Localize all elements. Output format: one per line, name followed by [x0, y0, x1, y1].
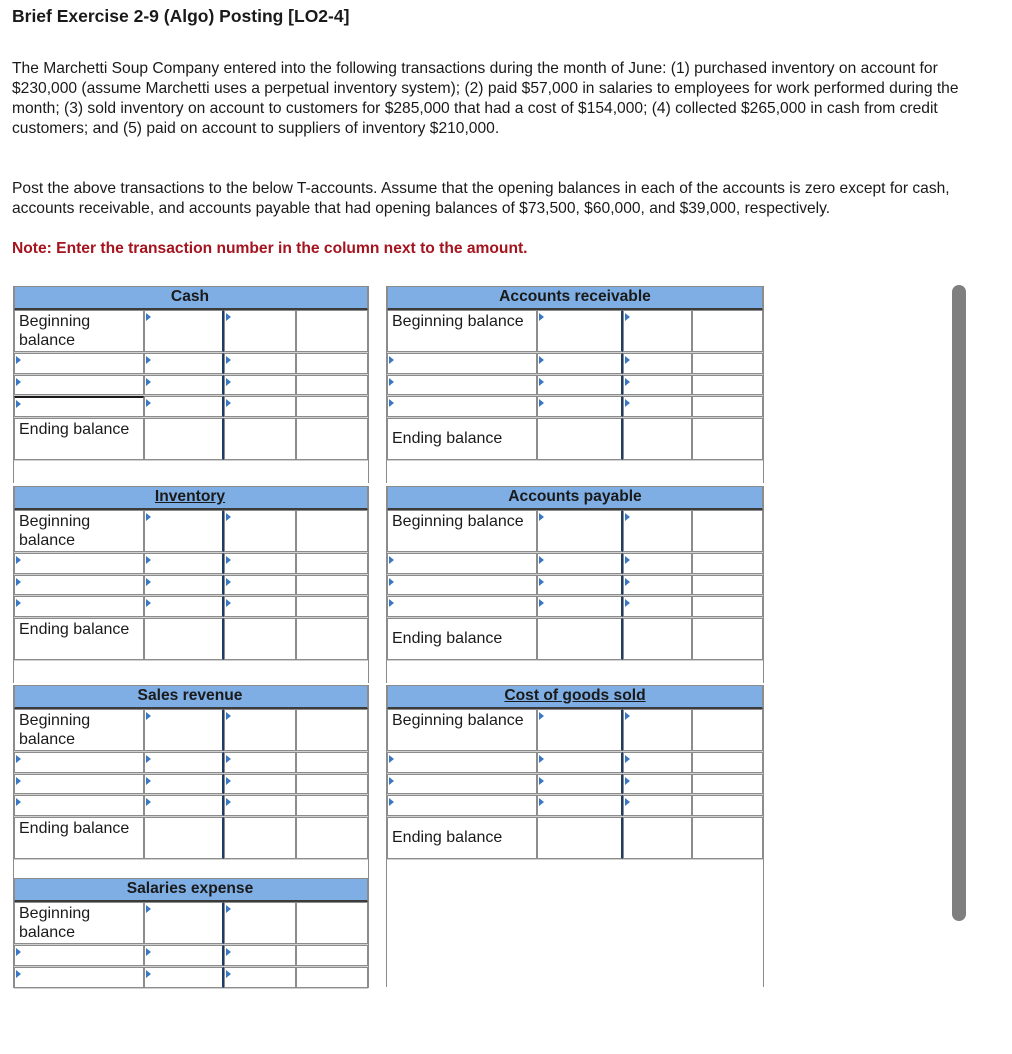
- credit-ref-input[interactable]: [623, 774, 692, 794]
- credit-ref-input[interactable]: [224, 510, 296, 552]
- t-account-cost-of-goods-sold: [386, 685, 764, 987]
- debit-amount-input[interactable]: [537, 709, 623, 751]
- debit-amount-input[interactable]: [144, 353, 224, 374]
- debit-amount-input[interactable]: [144, 967, 224, 988]
- credit-amount-input[interactable]: [296, 709, 368, 751]
- vertical-scrollbar[interactable]: [952, 285, 966, 921]
- account-title: Salaries expense: [14, 878, 368, 902]
- debit-ref-input[interactable]: [387, 353, 537, 374]
- ending-credit-input[interactable]: [692, 418, 763, 460]
- debit-ref-input[interactable]: [14, 795, 144, 816]
- ending-credit-input[interactable]: [296, 418, 368, 460]
- credit-ref-input[interactable]: [224, 375, 296, 395]
- t-account-sales-revenue: [13, 685, 369, 878]
- credit-ref-input[interactable]: [623, 310, 692, 352]
- beginning-balance-label: Beginning balance: [387, 510, 537, 552]
- debit-ref-input[interactable]: [14, 353, 144, 374]
- t-account-accounts-receivable: [386, 286, 764, 483]
- credit-ref-input[interactable]: [623, 375, 692, 395]
- debit-ref-input[interactable]: [14, 553, 144, 574]
- debit-amount-input[interactable]: [144, 553, 224, 574]
- debit-ref-input[interactable]: [387, 774, 537, 794]
- debit-ref-input[interactable]: [14, 967, 144, 988]
- ending-credit-input[interactable]: [692, 618, 763, 660]
- debit-amount-input[interactable]: [537, 752, 623, 773]
- debit-ref-input[interactable]: [14, 774, 144, 794]
- debit-ref-input[interactable]: [387, 752, 537, 773]
- debit-amount-input[interactable]: [537, 375, 623, 395]
- account-title: Cost of goods sold: [387, 685, 763, 709]
- account-title: Accounts receivable: [387, 286, 763, 310]
- ending-debit-input[interactable]: [537, 418, 623, 460]
- credit-amount-input[interactable]: [692, 510, 763, 552]
- ending-balance-label: Ending balance: [387, 618, 537, 660]
- account-title: Inventory: [14, 486, 368, 510]
- ending-debit-input[interactable]: [144, 618, 224, 660]
- credit-amount-input[interactable]: [296, 310, 368, 352]
- credit-ref-input[interactable]: [623, 553, 692, 574]
- credit-ref-input[interactable]: [224, 945, 296, 966]
- ending-balance-label: Ending balance: [387, 418, 537, 460]
- beginning-balance-label: Beginning balance: [14, 902, 144, 944]
- debit-amount-input[interactable]: [144, 752, 224, 773]
- debit-amount-input[interactable]: [144, 596, 224, 617]
- ending-credit-input[interactable]: [692, 817, 763, 859]
- ending-debit-input[interactable]: [144, 817, 224, 859]
- instructions-text: Post the above transactions to the below T-accounts. Assume that the opening balances in each of the accounts is zero except for cash, accounts receivable, and accounts payable that had opening balances of $73,500, $60,000, and $39,000, respectively.: [12, 180, 950, 217]
- credit-amount-input[interactable]: [296, 575, 368, 595]
- credit-amount-input[interactable]: [296, 967, 368, 988]
- debit-ref-input[interactable]: [387, 795, 537, 816]
- credit-amount-input[interactable]: [692, 774, 763, 794]
- debit-amount-input[interactable]: [537, 774, 623, 794]
- credit-ref-input[interactable]: [623, 510, 692, 552]
- debit-ref-input[interactable]: [387, 596, 537, 617]
- credit-ref-input[interactable]: [224, 310, 296, 352]
- credit-ref-input[interactable]: [623, 575, 692, 595]
- credit-amount-input[interactable]: [296, 553, 368, 574]
- credit-ref-input[interactable]: [224, 967, 296, 988]
- debit-ref-input[interactable]: [387, 375, 537, 395]
- account-title: Cash: [14, 286, 368, 310]
- ending-balance-label: Ending balance: [14, 618, 144, 660]
- beginning-balance-label: Beginning balance: [14, 510, 144, 552]
- debit-ref-input[interactable]: [14, 752, 144, 773]
- credit-ref-input[interactable]: [224, 575, 296, 595]
- credit-amount-input[interactable]: [296, 945, 368, 966]
- credit-amount-input[interactable]: [296, 375, 368, 395]
- credit-amount-input[interactable]: [296, 396, 368, 417]
- credit-ref-input[interactable]: [623, 596, 692, 617]
- credit-amount-input[interactable]: [692, 596, 763, 617]
- ending-debit-input[interactable]: [537, 618, 623, 660]
- ending-ref-input[interactable]: [623, 817, 692, 859]
- t-account-salaries-expense: [13, 878, 369, 988]
- debit-ref-input[interactable]: [14, 596, 144, 617]
- ending-credit-input[interactable]: [296, 618, 368, 660]
- credit-amount-input[interactable]: [692, 575, 763, 595]
- debit-ref-input[interactable]: [387, 575, 537, 595]
- credit-amount-input[interactable]: [296, 752, 368, 773]
- credit-amount-input[interactable]: [296, 774, 368, 794]
- credit-ref-input[interactable]: [224, 902, 296, 944]
- debit-amount-input[interactable]: [537, 553, 623, 574]
- credit-amount-input[interactable]: [296, 596, 368, 617]
- credit-amount-input[interactable]: [692, 396, 763, 417]
- credit-ref-input[interactable]: [224, 795, 296, 816]
- credit-ref-input[interactable]: [623, 396, 692, 417]
- ending-ref-input[interactable]: [623, 618, 692, 660]
- credit-amount-input[interactable]: [692, 752, 763, 773]
- problem-text: The Marchetti Soup Company entered into the following transactions during the month of June: (1) purchased inventory on account for $230,000 (assume Marchetti uses a perpetual inventory system); (2) paid $57,000 in salaries to employees for work performed during the month; (3) sold inventory on account to customers for $285,000 that had a cost of $154,000; (4) collected $265,000 in cash from credit customers; and (5) paid on account to suppliers of inventory $210,000.: [12, 60, 959, 137]
- ending-ref-input[interactable]: [224, 418, 296, 460]
- debit-amount-input[interactable]: [537, 396, 623, 417]
- ending-ref-input[interactable]: [224, 817, 296, 859]
- debit-ref-input[interactable]: [14, 575, 144, 595]
- debit-amount-input[interactable]: [537, 310, 623, 352]
- credit-ref-input[interactable]: [623, 752, 692, 773]
- beginning-balance-label: Beginning balance: [387, 709, 537, 751]
- debit-ref-input[interactable]: [14, 945, 144, 966]
- debit-ref-input[interactable]: [387, 396, 537, 417]
- credit-ref-input[interactable]: [224, 752, 296, 773]
- credit-ref-input[interactable]: [224, 596, 296, 617]
- debit-amount-input[interactable]: [144, 774, 224, 794]
- credit-amount-input[interactable]: [692, 795, 763, 816]
- ending-ref-input[interactable]: [623, 418, 692, 460]
- debit-amount-input[interactable]: [144, 310, 224, 352]
- debit-amount-input[interactable]: [537, 353, 623, 374]
- debit-ref-input[interactable]: [14, 375, 144, 395]
- debit-amount-input[interactable]: [144, 795, 224, 816]
- beginning-balance-label: Beginning balance: [14, 709, 144, 751]
- t-account-accounts-payable: [386, 486, 764, 683]
- debit-amount-input[interactable]: [144, 575, 224, 595]
- ending-balance-label: Ending balance: [387, 817, 537, 859]
- credit-amount-input[interactable]: [692, 310, 763, 352]
- debit-amount-input[interactable]: [537, 510, 623, 552]
- debit-amount-input[interactable]: [537, 575, 623, 595]
- t-account-cash: [13, 286, 369, 483]
- page-title: Brief Exercise 2-9 (Algo) Posting [LO2-4]: [12, 6, 350, 26]
- debit-amount-input[interactable]: [537, 596, 623, 617]
- credit-amount-input[interactable]: [692, 353, 763, 374]
- credit-amount-input[interactable]: [296, 902, 368, 944]
- credit-ref-input[interactable]: [623, 353, 692, 374]
- beginning-balance-label: Beginning balance: [14, 310, 144, 352]
- debit-amount-input[interactable]: [144, 902, 224, 944]
- credit-ref-input[interactable]: [224, 396, 296, 417]
- credit-amount-input[interactable]: [692, 553, 763, 574]
- ending-credit-input[interactable]: [296, 817, 368, 859]
- t-account-inventory: [13, 486, 369, 683]
- ending-ref-input[interactable]: [224, 618, 296, 660]
- credit-amount-input[interactable]: [692, 375, 763, 395]
- debit-amount-input[interactable]: [144, 945, 224, 966]
- debit-ref-input[interactable]: [14, 396, 144, 417]
- credit-ref-input[interactable]: [224, 774, 296, 794]
- note-text: Note: Enter the transaction number in the column next to the amount.: [12, 240, 528, 257]
- credit-amount-input[interactable]: [296, 795, 368, 816]
- credit-ref-input[interactable]: [224, 353, 296, 374]
- credit-ref-input[interactable]: [623, 709, 692, 751]
- credit-ref-input[interactable]: [224, 709, 296, 751]
- debit-amount-input[interactable]: [144, 510, 224, 552]
- debit-ref-input[interactable]: [387, 553, 537, 574]
- beginning-balance-label: Beginning balance: [387, 310, 537, 352]
- debit-amount-input[interactable]: [537, 795, 623, 816]
- ending-balance-label: Ending balance: [14, 817, 144, 859]
- credit-amount-input[interactable]: [296, 510, 368, 552]
- ending-balance-label: Ending balance: [14, 418, 144, 460]
- account-title: Accounts payable: [387, 486, 763, 510]
- ending-debit-input[interactable]: [144, 418, 224, 460]
- debit-amount-input[interactable]: [144, 375, 224, 395]
- credit-ref-input[interactable]: [224, 553, 296, 574]
- debit-amount-input[interactable]: [144, 709, 224, 751]
- credit-amount-input[interactable]: [692, 709, 763, 751]
- account-title: Sales revenue: [14, 685, 368, 709]
- ending-debit-input[interactable]: [537, 817, 623, 859]
- credit-ref-input[interactable]: [623, 795, 692, 816]
- debit-amount-input[interactable]: [144, 396, 224, 417]
- credit-amount-input[interactable]: [296, 353, 368, 374]
